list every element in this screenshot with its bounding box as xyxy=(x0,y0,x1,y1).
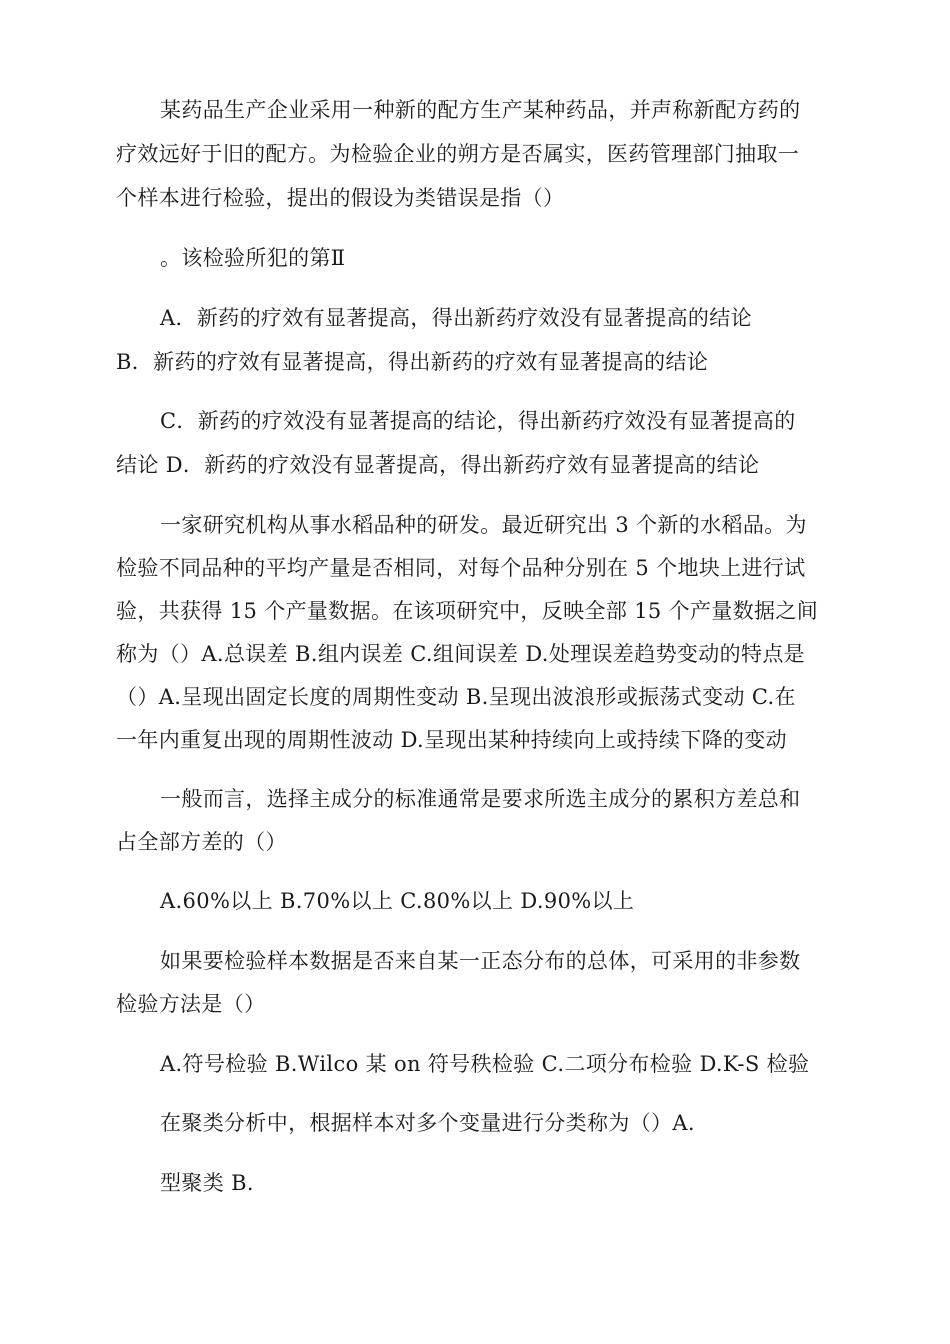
text-line: 个样本进行检验，提出的假设为类错误是指（） xyxy=(116,186,565,210)
text-line: 某药品生产企业采用一种新的配方生产某种药品，并声称新配方药的 xyxy=(160,98,801,122)
text-line: 如果要检验样本数据是否来自某一正态分布的总体，可采用的非参数 xyxy=(160,949,801,973)
option-d: 结论 D．新药的疗效没有显著提高，得出新药疗效有显著提高的结论 xyxy=(116,453,760,477)
text-line: 一年内重复出现的周期性波动 D.呈现出某种持续向上或持续下降的变动 xyxy=(116,728,787,752)
text-line: 称为（）A.总误差 B.组内误差 C.组间误差 D.处理误差趋势变动的特点是 xyxy=(116,642,806,666)
text-line: 占全部方差的（） xyxy=(116,830,287,854)
options-line: A.符号检验 B.Wilco 某 on 符号秩检验 C.二项分布检验 D.K-S 检验 xyxy=(160,1052,810,1076)
option-a: A．新药的疗效有显著提高，得出新药疗效没有显著提高的结论 xyxy=(160,306,752,330)
text-line: （）A.呈现出固定长度的周期性变动 B.呈现出波浪形或振荡式变动 C.在 xyxy=(116,685,796,709)
text-line: 检验不同品种的平均产量是否相同，对每个品种分别在 5 个地块上进行试 xyxy=(116,556,806,580)
text-line: 疗效远好于旧的配方。为检验企业的朔方是否属实，医药管理部门抽取一 xyxy=(116,142,800,166)
text-line: 一家研究机构从事水稻品种的研发。最近研究出 3 个新的水稻品。为 xyxy=(160,513,807,537)
option-b: B．新药的疗效有显著提高，得出新药的疗效有显著提高的结论 xyxy=(116,350,709,374)
text-line: 。该检验所犯的第Ⅱ xyxy=(160,246,346,270)
text-line: 在聚类分析中，根据样本对多个变量进行分类称为（）A. xyxy=(160,1111,695,1135)
text-line: 一般而言，选择主成分的标准通常是要求所选主成分的累积方差总和 xyxy=(160,787,801,811)
options-line: A.60%以上 B.70%以上 C.80%以上 D.90%以上 xyxy=(160,889,635,913)
text-line: 检验方法是（） xyxy=(116,992,266,1016)
text-line: 型聚类 B. xyxy=(160,1171,254,1195)
option-c: C．新药的疗效没有显著提高的结论，得出新药疗效没有显著提高的 xyxy=(160,409,796,433)
text-line: 验，共获得 15 个产量数据。在该项研究中，反映全部 15 个产量数据之间 xyxy=(116,599,819,623)
